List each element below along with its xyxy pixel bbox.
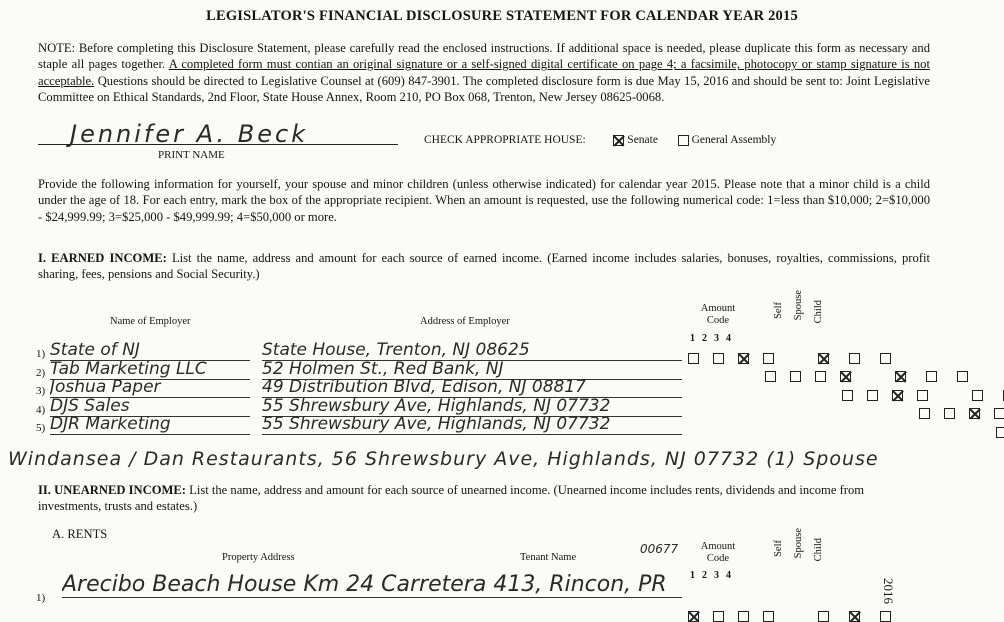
earned-row-2-amount-3-checkbox[interactable] xyxy=(815,371,826,382)
property-address-field[interactable]: Arecibo Beach House Km 24 Carretera 413, Rincon, PR xyxy=(62,572,682,598)
earned-row-number: 3) xyxy=(36,385,46,397)
rent-spouse-column-header: Spouse xyxy=(793,528,804,559)
amount-code-header: Amount Code xyxy=(700,303,736,326)
earned-row-2-amount-4-checkbox[interactable] xyxy=(840,371,851,382)
earned-row-2-amount-1-checkbox[interactable] xyxy=(765,371,776,382)
rent-row-number: 1) xyxy=(36,592,46,604)
rents-label: A. RENTS xyxy=(52,527,108,541)
amount-code-numbers: 1234 xyxy=(690,333,738,344)
employer-name-field[interactable]: Joshua Paper xyxy=(50,377,250,398)
employer-address-field[interactable]: 55 Shrewsbury Ave, Highlands, NJ 07732 xyxy=(262,396,682,417)
employer-address-field[interactable]: State House, Trenton, NJ 08625 xyxy=(262,340,682,361)
print-name-value[interactable]: Jennifer A. Beck xyxy=(70,120,309,148)
rent-row-1-amount-2-checkbox[interactable] xyxy=(713,611,724,622)
senate-label: Senate xyxy=(627,134,658,146)
unearned-income-section: II. UNEARNED INCOME: List the name, address and amount for each source of unearned income. (Unearned income includes rents, dividends and income from investments, trusts and estates.) xyxy=(38,483,865,514)
earned-income-heading: I. EARNED INCOME: xyxy=(38,251,167,265)
earned-row-4-amount-4-checkbox[interactable] xyxy=(994,408,1004,419)
tenant-note: 00677 xyxy=(640,542,679,556)
house-selector xyxy=(424,134,776,146)
employer-column-header: Name of Employer xyxy=(110,316,191,327)
employer-address-field[interactable]: 55 Shrewsbury Ave, Highlands, NJ 07732 xyxy=(262,414,682,435)
earned-row-2-amount-2-checkbox[interactable] xyxy=(790,371,801,382)
employer-name-field[interactable]: DJS Sales xyxy=(50,396,250,417)
employer-name-field[interactable]: Tab Marketing LLC xyxy=(50,359,250,380)
form-title: LEGISLATOR'S FINANCIAL DISCLOSURE STATEMENT FOR CALENDAR YEAR 2015 xyxy=(206,8,798,24)
rent-amount-code-numbers: 1234 xyxy=(690,570,738,581)
unearned-income-heading: II. UNEARNED INCOME: xyxy=(38,483,186,497)
instructions-paragraph: Provide the following information for yourself, your spouse and minor children (unless otherwise indicated) for calendar year 2015. Please note that a minor child is a child under the age of 18. For each entry, mark the box of the appropriate recipient. When an amount is requested, use the following numerical code: 1=less than $10,000; 2=$10,000 - $24,999.99; 3=$25,000 - $49,999.99; 4=$50,000 or more. xyxy=(38,177,930,224)
earned-row-1-amount-4-checkbox[interactable] xyxy=(763,353,774,364)
rent-self-column-header: Self xyxy=(773,540,784,557)
earned-row-3-self-checkbox[interactable] xyxy=(972,390,983,401)
spouse-column-header: Spouse xyxy=(793,290,804,321)
earned-row-4-amount-2-checkbox[interactable] xyxy=(944,408,955,419)
employer-name-field[interactable]: DJR Marketing xyxy=(50,414,250,435)
earned-row-3-amount-1-checkbox[interactable] xyxy=(842,390,853,401)
rent-row-1-amount-1-checkbox[interactable] xyxy=(688,611,699,622)
earned-row-1-child-checkbox[interactable] xyxy=(880,353,891,364)
rent-child-column-header: Child xyxy=(813,538,824,562)
earned-row-3-amount-2-checkbox[interactable] xyxy=(867,390,878,401)
senate-checkbox[interactable] xyxy=(613,135,624,146)
employer-address-field[interactable]: 49 Distribution Blvd, Edison, NJ 08817 xyxy=(262,377,682,398)
rent-row-1-self-checkbox[interactable] xyxy=(818,611,829,622)
rent-row-1-spouse-checkbox[interactable] xyxy=(849,611,860,622)
page-stamp: 2016 xyxy=(881,578,896,604)
property-column-header: Property Address xyxy=(222,552,295,563)
rent-row-1-child-checkbox[interactable] xyxy=(880,611,891,622)
rent-row-1-amount-3-checkbox[interactable] xyxy=(738,611,749,622)
address-column-header: Address of Employer xyxy=(420,316,510,327)
earned-row-3-amount-3-checkbox[interactable] xyxy=(892,390,903,401)
earned-row-number: 4) xyxy=(36,403,46,416)
child-column-header: Child xyxy=(813,300,824,324)
earned-row-1-amount-2-checkbox[interactable] xyxy=(713,353,724,364)
earned-row-4-amount-1-checkbox[interactable] xyxy=(919,408,930,419)
rent-row-1-amount-4-checkbox[interactable] xyxy=(763,611,774,622)
employer-address-field[interactable]: 52 Holmen St., Red Bank, NJ xyxy=(262,359,682,380)
assembly-checkbox[interactable] xyxy=(678,135,689,146)
note-paragraph: NOTE: Before completing this Disclosure Statement, please carefully read the enclosed instructions. If additional space is needed, please duplicate this form as necessary and staple all pages together. A completed form must contian an original signature or a self-signed digital certificate on page 4; a facsimile, photocopy or stamp signature is not acceptable. Questions should be directed to Legislative Counsel at (609) 847-3901. The completed disclosure form is due May 15, 2016 and should be sent to: Joint Legislative Committee on Ethical Standards, 2nd Floor, State House Annex, Room 210, PO Box 068, Trenton, New Jersey 08625-0068. xyxy=(38,41,930,105)
earned-row-2-self-checkbox[interactable] xyxy=(895,371,906,382)
assembly-label: General Assembly xyxy=(691,134,777,146)
earned-row-number: 5) xyxy=(36,422,46,434)
earned-row-number: 2) xyxy=(36,366,46,379)
earned-row-2-spouse-checkbox[interactable] xyxy=(926,371,937,382)
tenant-column-header: Tenant Name xyxy=(520,552,577,563)
earned-row-1-self-checkbox[interactable] xyxy=(818,353,829,364)
earned-row-number: 1) xyxy=(36,348,46,360)
employer-name-field[interactable]: State of NJ xyxy=(50,340,250,361)
rent-amount-code-header: Amount Code xyxy=(700,541,736,564)
self-column-header: Self xyxy=(773,302,784,319)
earned-row-2-child-checkbox[interactable] xyxy=(957,371,968,382)
earned-row-3-amount-4-checkbox[interactable] xyxy=(917,390,928,401)
earned-row-1-amount-3-checkbox[interactable] xyxy=(738,353,749,364)
name-line xyxy=(38,144,398,145)
house-label: CHECK APPROPRIATE HOUSE: xyxy=(424,134,586,146)
earned-extra-entry[interactable]: Windansea / Dan Restaurants, 56 Shrewsbury Ave, Highlands, NJ 07732 (1) Spouse xyxy=(8,448,879,470)
print-name-label: PRINT NAME xyxy=(158,149,225,161)
signature-requirement: A completed form must contian an original signature or a self-signed digital certificate on page 4; a facsimile, photocopy or stamp signature is not acceptable. xyxy=(38,57,930,88)
earned-income-section: I. EARNED INCOME: List the name, address and amount for each source of earned income. (Earned income includes salaries, bonuses, royalties, commissions, profit sharing, fees, pensions and Social Security.) xyxy=(38,251,930,282)
earned-row-1-amount-1-checkbox[interactable] xyxy=(688,353,699,364)
earned-row-4-amount-3-checkbox[interactable] xyxy=(969,408,980,419)
earned-row-1-spouse-checkbox[interactable] xyxy=(849,353,860,364)
earned-row-5-amount-1-checkbox[interactable] xyxy=(996,427,1004,438)
